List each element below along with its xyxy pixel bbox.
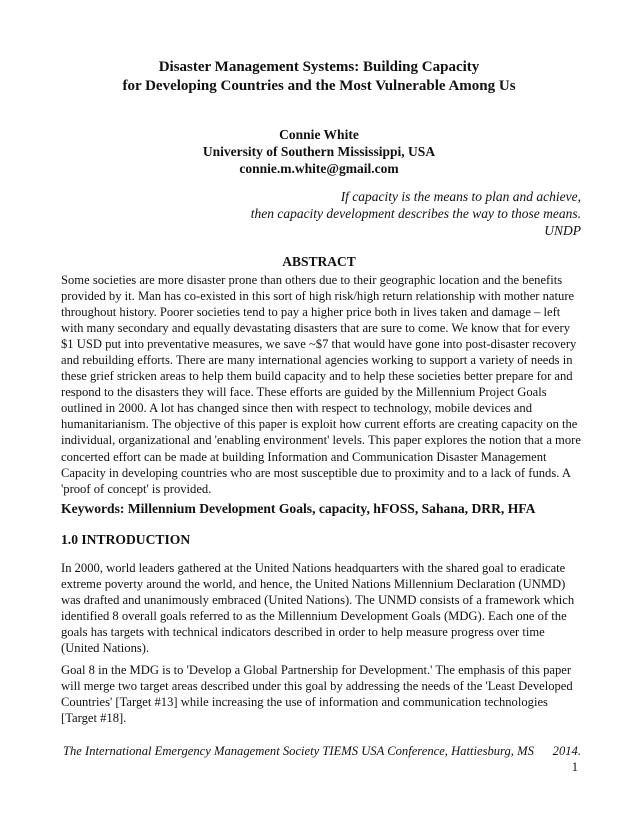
- page-number: 1: [571, 760, 578, 774]
- epigraph-source: UNDP: [544, 223, 581, 238]
- paragraph-line: identified 8 overall goals referred to as the Millennium Development Goals (MDG). Each one of the: [61, 609, 567, 624]
- paragraph-line: extreme poverty around the world, and hence, the United Nations Millennium Declaration (UNMD): [61, 577, 566, 592]
- author-email: connie.m.white@gmail.com: [239, 161, 399, 176]
- abstract-line: humanitarianism. The objective of this paper is exploit how current efforts are creating capacity on the: [61, 417, 578, 432]
- paragraph-line: was drafted and unanimously embraced (United Nations). The UNMD consists of a framework which: [61, 593, 575, 608]
- introduction-heading: 1.0 INTRODUCTION: [61, 532, 191, 547]
- abstract-heading: ABSTRACT: [282, 254, 356, 269]
- abstract-line: Capacity in developing countries who are most susceptible due to proximity and to a lack of funds. A: [61, 465, 571, 480]
- paragraph-line: Goal 8 in the MDG is to 'Develop a Global Partnership for Development.' The emphasis of this paper: [61, 663, 572, 677]
- footer-year: 2014.: [552, 744, 581, 758]
- abstract-line: with many secondary and equally devastating disasters that are sure to come. We know that for every: [61, 321, 570, 336]
- author-affiliation: University of Southern Mississippi, USA: [202, 144, 436, 159]
- paragraph-line: (United Nations).: [61, 641, 150, 656]
- abstract-line: provided by it. Man has co-existed in this sort of high risk/high return relationship with mother nature: [61, 289, 575, 304]
- abstract-line: 'proof of concept' is provided.: [61, 481, 212, 496]
- abstract-line: and rebuilding efforts. There are many international agencies working to support a variety of needs in: [61, 353, 573, 368]
- abstract-line: throughout history. Poorer societies tend to pay a higher price both in lives taken and damage – left: [61, 305, 561, 320]
- paragraph-line: In 2000, world leaders gathered at the United Nations headquarters with the shared goal to eradicate: [61, 561, 566, 575]
- epigraph-line-2: then capacity development describes the way to those means.: [250, 206, 581, 221]
- keywords-line: Keywords: Millennium Development Goals, capacity, hFOSS, Sahana, DRR, HFA: [61, 501, 536, 516]
- epigraph-line-1: If capacity is the means to plan and achieve,: [340, 189, 581, 204]
- paper-title-line-2: for Developing Countries and the Most Vulnerable Among Us: [122, 78, 516, 94]
- introduction-paragraph-1: [61, 560, 589, 656]
- abstract-line: $1 USD put into preventative measures, we save ~$7 that would have gone into post-disaster recovery: [61, 337, 577, 352]
- author-name: Connie White: [279, 127, 359, 142]
- footer-conference: The International Emergency Management Society TIEMS USA Conference, Hattiesburg, MS: [63, 744, 534, 758]
- paragraph-line: Countries' [Target #13] while increasing the use of information and communication technologies: [61, 695, 548, 710]
- abstract-line: these grief stricken areas to help them build capacity and to help these societies better prepare for and: [61, 369, 573, 384]
- abstract-line: concerted effort can be made at building Information and Communication Disaster Management: [61, 449, 547, 464]
- abstract-line: Some societies are more disaster prone than others due to their geographic location and the benefits: [61, 273, 563, 287]
- paragraph-line: goals has targets with technical indicators described in order to help measure progress over time: [61, 625, 545, 640]
- paragraph-line: will merge two target areas described under this goal by addressing the needs of the 'Least Developed: [61, 679, 573, 694]
- abstract-line: outlined in 2000. A lot has changed since then with respect to technology, mobile devices and: [61, 401, 532, 416]
- paper-title-line-1: Disaster Management Systems: Building Capacity: [158, 59, 480, 75]
- paragraph-line: [Target #18].: [61, 711, 127, 726]
- abstract-line: individual, organizational and 'enabling environment' levels. This paper explores the notion that a more: [61, 433, 581, 448]
- introduction-paragraph-2: [61, 662, 589, 726]
- abstract-line: respond to the disasters they will face. These efforts are guided by the Millennium Project Goals: [61, 385, 547, 400]
- abstract-body: [61, 272, 589, 497]
